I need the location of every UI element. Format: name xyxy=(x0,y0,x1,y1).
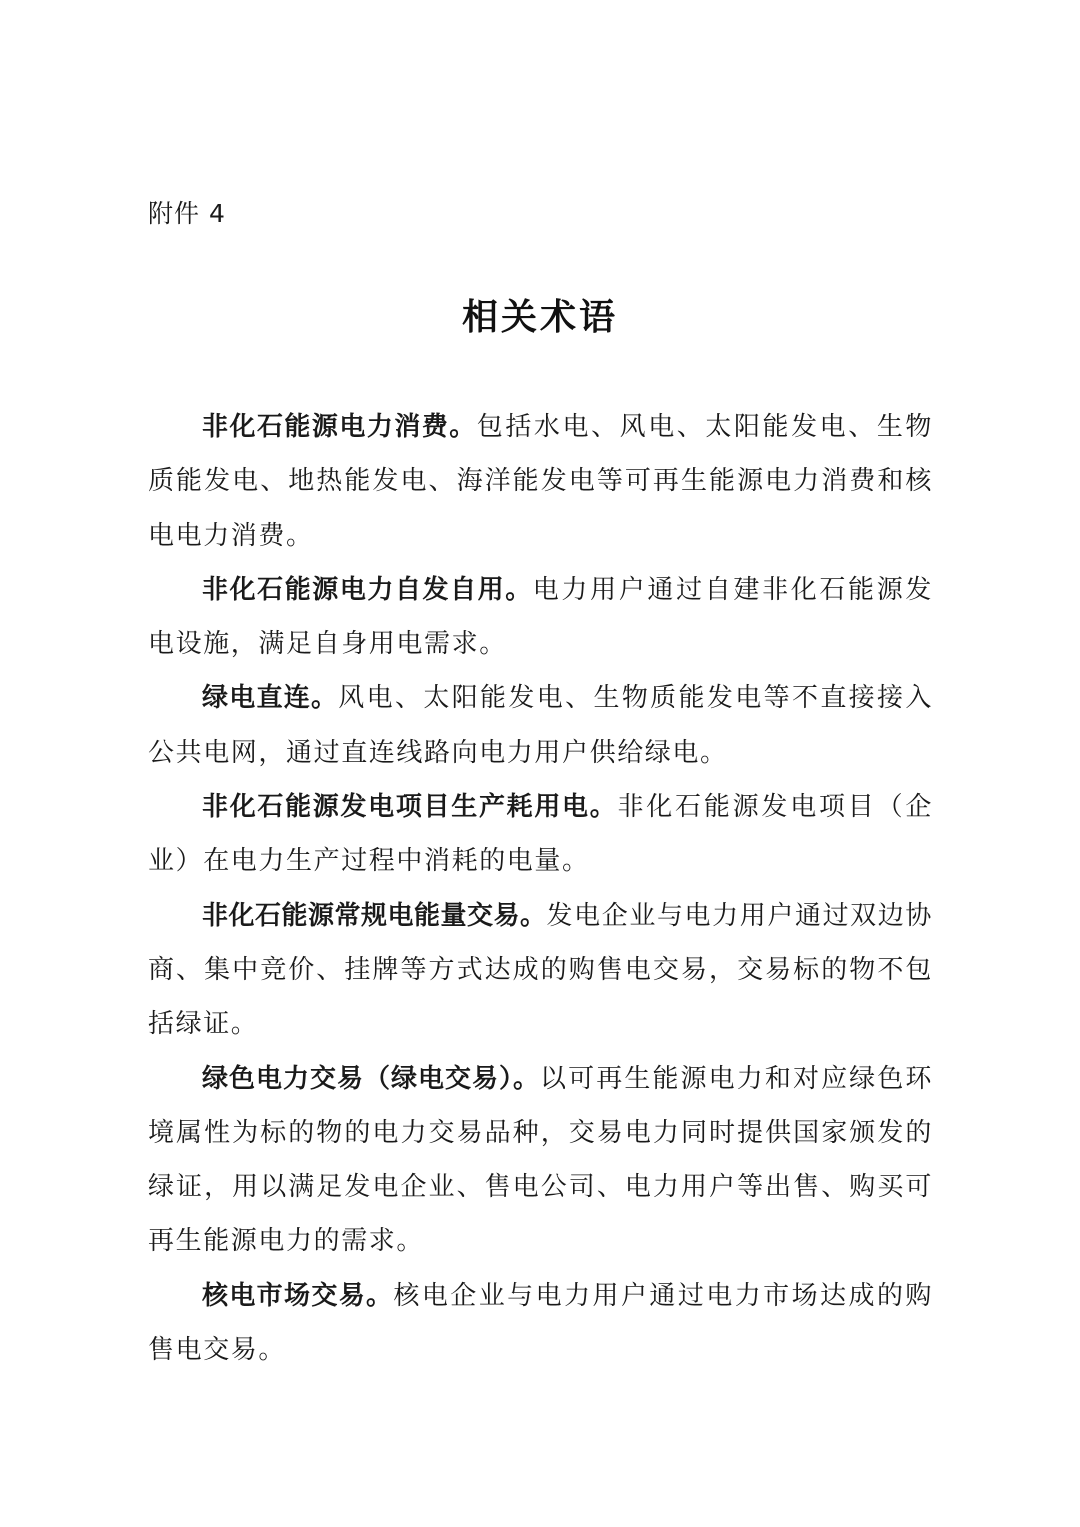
term-definition: 核电企业与电力用户通过电力市场达成的购售电交易。 xyxy=(148,1280,933,1366)
term-name: 绿色电力交易（绿电交易）。 xyxy=(202,1063,541,1094)
attachment-label: 附件 4 xyxy=(148,199,226,228)
term-definition: 非化石能源发电项目（企业）在电力生产过程中消耗的电量。 xyxy=(148,792,933,877)
terms-list xyxy=(148,400,933,1377)
term-name: 非化石能源发电项目生产耗用电。 xyxy=(202,792,618,823)
term-item xyxy=(148,780,933,889)
term-name: 非化石能源电力自发自用。 xyxy=(202,574,533,605)
term-item xyxy=(148,1269,933,1378)
term-definition: 以可再生能源电力和对应绿色环境属性为标的物的电力交易品种，交易电力同时提供国家颁发的绿证，用以满足发电企业、售电公司、电力用户等出售、购买可再生能源电力的需求。 xyxy=(148,1063,933,1257)
term-definition: 风电、太阳能发电、生物质能发电等不直接接入公共电网，通过直连线路向电力用户供给绿电。 xyxy=(148,683,933,768)
term-item xyxy=(148,563,933,672)
term-item xyxy=(148,1052,933,1269)
term-name: 核电市场交易。 xyxy=(202,1280,394,1311)
term-item xyxy=(148,671,933,780)
term-name: 绿电直连。 xyxy=(202,683,339,714)
term-definition: 包括水电、风电、太阳能发电、生物质能发电、地热能发电、海洋能发电等可再生能源电力消费和核电电力消费。 xyxy=(148,412,933,551)
term-definition: 发电企业与电力用户通过双边协商、集中竞价、挂牌等方式达成的购售电交易，交易标的物不包括绿证。 xyxy=(148,900,933,1040)
term-name: 非化石能源常规电能量交易。 xyxy=(202,900,547,931)
page-title: 相关术语 xyxy=(461,296,618,338)
term-item xyxy=(148,889,933,1052)
term-item xyxy=(148,400,933,563)
term-name: 非化石能源电力消费。 xyxy=(202,412,477,442)
term-definition: 电力用户通过自建非化石能源发电设施，满足自身用电需求。 xyxy=(148,574,933,660)
